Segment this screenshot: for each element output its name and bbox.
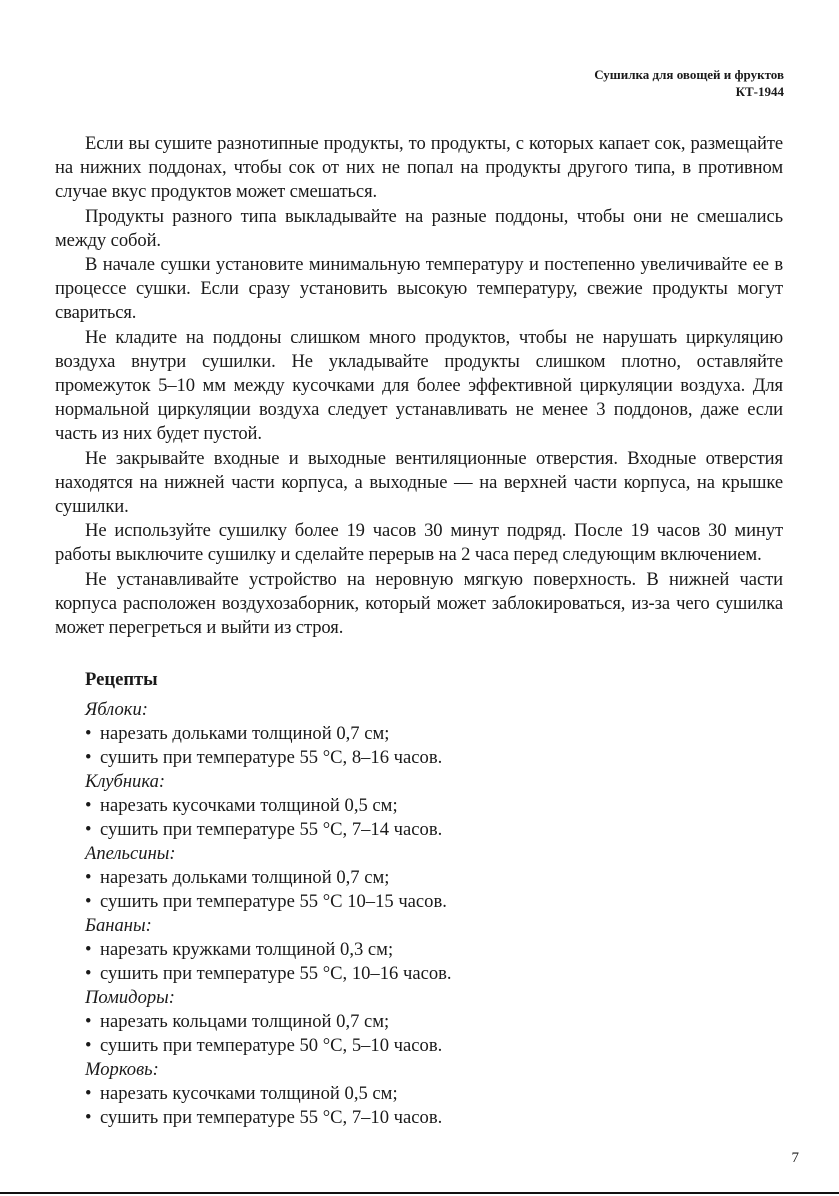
recipes-list [55, 698, 783, 1130]
recipe-step [85, 938, 783, 962]
recipe-steps [85, 1010, 783, 1058]
recipe-step [85, 1010, 783, 1034]
recipe-name: Морковь: [85, 1059, 159, 1081]
recipe-step [85, 890, 783, 914]
page-header [594, 66, 784, 100]
recipe-steps [85, 1082, 783, 1130]
recipe-block [85, 1058, 783, 1130]
bullet-icon: • [85, 867, 92, 889]
recipe-step-text: нарезать кусочками толщиной 0,5 см; [100, 1083, 398, 1105]
bullet-icon: • [85, 1035, 92, 1057]
paragraph: В начале сушки установите минимальную температуру и постепенно увеличивайте ее в процессе сушки. Если сразу установить высокую температуру, свежие продукты могут свариться. [55, 254, 783, 324]
recipe-step-text: сушить при температуре 55 °С, 8–16 часов. [100, 747, 443, 769]
page-number: 7 [791, 1150, 799, 1166]
paragraph: Не закрывайте входные и выходные вентиляционные отверстия. Входные отверстия находятся на нижней части корпуса, а выходные — на верхней части корпуса, на крышке сушилки. [55, 447, 783, 518]
header-product-name: Сушилка для овощей и фруктов [594, 67, 784, 82]
recipe-step [85, 962, 783, 986]
recipe-steps [85, 794, 783, 842]
recipe-block [85, 770, 783, 842]
bullet-icon: • [85, 747, 92, 769]
paragraph: Если вы сушите разнотипные продукты, то продукты, с которых капает сок, размещайте на нижних поддонах, чтобы сок от них не попал на продукты другого типа, в противном случае вкус продуктов может смешаться. [55, 133, 783, 203]
recipe-step-text: нарезать дольками толщиной 0,7 см; [100, 723, 390, 745]
recipe-steps [85, 722, 783, 770]
recipe-step [85, 866, 783, 890]
recipe-step [85, 746, 783, 770]
recipe-name: Апельсины: [85, 843, 176, 865]
recipe-step-text: сушить при температуре 55 °С 10–15 часов. [100, 891, 447, 913]
recipe-step-text: нарезать дольками толщиной 0,7 см; [100, 867, 390, 889]
recipe-step-text: нарезать кольцами толщиной 0,7 см; [100, 1011, 390, 1033]
recipe-step [85, 1082, 783, 1106]
bullet-icon: • [85, 963, 92, 985]
header-model: КТ-1944 [735, 84, 784, 99]
recipe-step [85, 1106, 783, 1130]
recipe-block [85, 842, 783, 914]
paragraph: Продукты разного типа выкладывайте на разные поддоны, чтобы они не смешались между собой. [55, 205, 783, 251]
page-content [55, 132, 783, 1130]
bullet-icon: • [85, 723, 92, 745]
recipe-step-text: сушить при температуре 55 °С, 7–10 часов. [100, 1107, 443, 1129]
recipe-name: Помидоры: [85, 987, 175, 1009]
bullet-icon: • [85, 891, 92, 913]
recipe-step [85, 794, 783, 818]
paragraph: Не используйте сушилку более 19 часов 30 минут подряд. После 19 часов 30 минут работы выключите сушилку и сделайте перерыв на 2 часа перед следующим включением. [55, 520, 783, 566]
recipe-block [85, 914, 783, 986]
bullet-icon: • [85, 1107, 92, 1129]
recipe-step-text: сушить при температуре 55 °С, 7–14 часов. [100, 819, 443, 841]
bullet-icon: • [85, 795, 92, 817]
recipe-name: Клубника: [85, 771, 166, 793]
recipe-step-text: нарезать кружками толщиной 0,3 см; [100, 939, 394, 961]
recipe-step [85, 1034, 783, 1058]
recipe-step-text: сушить при температуре 50 °С, 5–10 часов. [100, 1035, 443, 1057]
recipe-name: Бананы: [85, 915, 152, 937]
recipes-heading: Рецепты [85, 669, 158, 691]
bullet-icon: • [85, 939, 92, 961]
recipe-name: Яблоки: [85, 699, 148, 721]
bottom-divider [0, 1192, 839, 1194]
bullet-icon: • [85, 1083, 92, 1105]
bullet-icon: • [85, 1011, 92, 1033]
recipe-step-text: сушить при температуре 55 °С, 10–16 часов. [100, 963, 452, 985]
recipe-steps [85, 866, 783, 914]
recipe-block [85, 986, 783, 1058]
paragraph: Не кладите на поддоны слишком много продуктов, чтобы не нарушать циркуляцию воздуха внутри сушилки. Не укладывайте продукты слишком плотно, оставляйте промежуток 5–10 мм между кусочками для более эффективной циркуляции воздуха. Для нормальной циркуляции воздуха следует устанавливать не менее 3 поддонов, даже если часть из них будет пустой. [55, 326, 783, 445]
recipe-step [85, 818, 783, 842]
bullet-icon: • [85, 819, 92, 841]
paragraph: Не устанавливайте устройство на неровную мягкую поверхность. В нижней части корпуса расположен воздухозаборник, который может заблокироваться, из-за чего сушилка может перегреться и выйти из строя. [55, 568, 783, 639]
recipe-step-text: нарезать кусочками толщиной 0,5 см; [100, 795, 398, 817]
recipe-steps [85, 938, 783, 986]
recipe-block [85, 698, 783, 770]
recipe-step [85, 722, 783, 746]
